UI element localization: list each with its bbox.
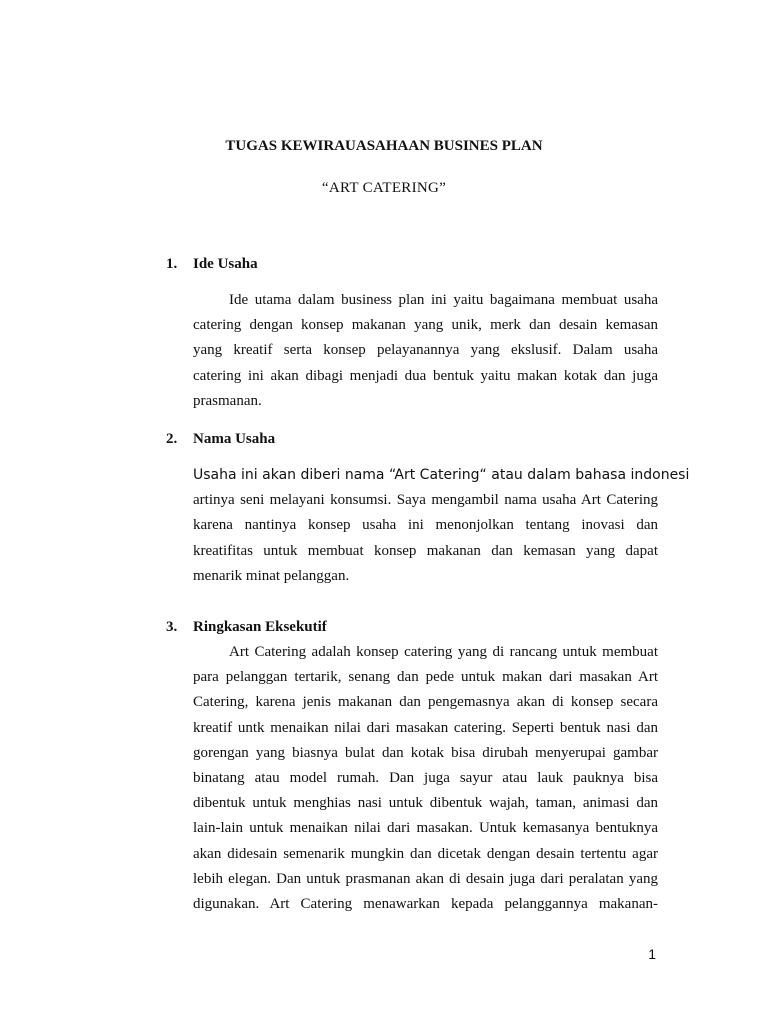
paragraph-line: artinya seni melayani konsumsi. Saya mengambil nama usaha Art Catering — [193, 492, 658, 509]
paragraph-line: karena nantinya konsep usaha ini menonjolkan tentang inovasi dan — [193, 517, 658, 534]
paragraph-line: catering dengan konsep makanan yang unik, merk dan desain kemasan — [193, 317, 658, 334]
section-title: Ringkasan Eksekutif — [193, 619, 327, 635]
section-body-ringkasan-eksekutif — [193, 640, 658, 917]
section-title: Nama Usaha — [193, 431, 276, 447]
section-body-ide-usaha — [193, 288, 658, 414]
paragraph-line: kreatifitas untuk membuat konsep makanan dan kemasan yang dapat — [193, 542, 658, 559]
paragraph-line: gorengan yang biasnya bulat dan kotak bisa dirubah menyerupai gambar — [193, 744, 658, 761]
paragraph-line: Ide utama dalam business plan ini yaitu bagaimana membuat usaha — [229, 292, 658, 308]
section-body-nama-usaha — [193, 463, 690, 589]
paragraph-line: digunakan. Art Catering menawarkan kepada pelanggannya makanan- — [193, 896, 658, 913]
page-number: 1 — [648, 946, 656, 962]
document-title: TUGAS KEWIRAUASAHAAN BUSINES PLAN — [225, 138, 543, 154]
section-heading-ide-usaha — [166, 256, 258, 273]
paragraph-line: catering ini akan dibagi menjadi dua bentuk yaitu makan kotak dan juga — [193, 367, 658, 384]
section-number: 2. — [166, 431, 178, 447]
section-heading-ringkasan-eksekutif — [166, 619, 327, 636]
section-title: Ide Usaha — [193, 256, 258, 272]
paragraph-line: para pelanggan tertarik, senang dan pede untuk makan dari masakan Art — [193, 669, 658, 686]
paragraph-line: Art Catering adalah konsep catering yang di rancang untuk membuat — [229, 644, 658, 660]
paragraph-line: menarik minat pelanggan. — [193, 567, 350, 584]
paragraph-line: dibentuk untuk menghias nasi untuk dibentuk wajah, taman, animasi dan — [193, 795, 658, 812]
paragraph-line: yang kreatif serta konsep pelayanannya yang ekslusif. Dalam usaha — [193, 342, 658, 359]
document-subtitle: “ART CATERING” — [321, 180, 447, 196]
section-number: 1. — [166, 256, 178, 272]
paragraph-line: lain-lain untuk menaikan nilai dari masakan. Untuk kemasanya bentuknya — [193, 820, 658, 837]
section-number: 3. — [166, 619, 178, 635]
paragraph-line: Catering, karena jenis makanan dan pengemasnya akan di konsep secara — [193, 694, 658, 711]
section-heading-nama-usaha — [166, 431, 275, 448]
paragraph-line: lebih elegan. Dan untuk prasmanan akan di desain juga dari peralatan yang — [193, 870, 658, 887]
paragraph-line: akan didesain semenarik mungkin dan dicetak dengan desain tertentu agar — [193, 845, 658, 862]
paragraph-line: kreatif untk menaikan nilai dari masakan catering. Seperti bentuk nasi dan — [193, 719, 658, 736]
paragraph-line: prasmanan. — [193, 392, 262, 409]
paragraph-line: Usaha ini akan diberi nama “Art Catering“ atau dalam bahasa indonesi — [193, 467, 690, 483]
paragraph-line: binatang atau model rumah. Dan juga sayur atau lauk pauknya bisa — [193, 770, 658, 787]
